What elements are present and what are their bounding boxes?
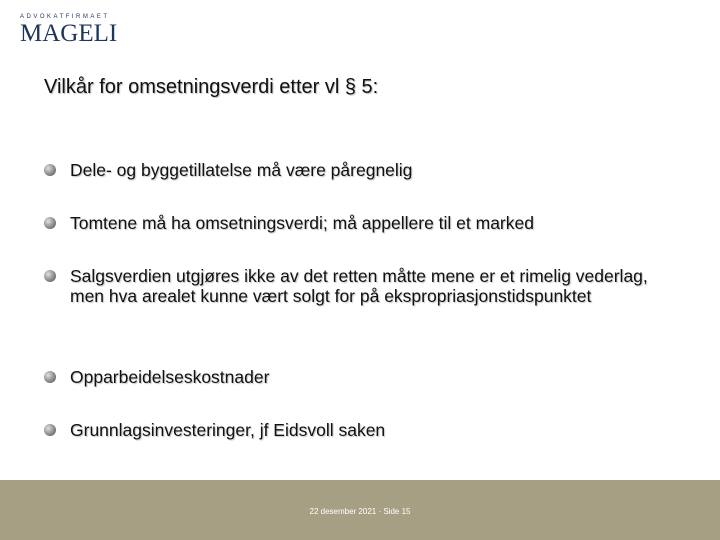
slide-title: Vilkår for omsetningsverdi etter vl § 5:: [44, 76, 379, 98]
footer-text: 22 desember 2021 · Side 15: [309, 507, 411, 516]
bullet-text: Dele- og byggetillatelse må være påregnelig: [70, 160, 413, 180]
bullet-text: Salgsverdien utgjøres ikke av det retten måtte mene er et rimelig vederlag, men hva arealet kunne vært solgt for på ekspropriasjonstidspunktet: [70, 266, 648, 306]
footer-bar: [0, 480, 720, 540]
bullet-item: [44, 213, 684, 233]
bullet-item: [44, 420, 684, 440]
logo-name: MAGELI: [20, 20, 118, 47]
bullet-icon: [44, 371, 56, 383]
bullet-item: [44, 160, 684, 180]
bullet-text: Opparbeidelseskostnader: [70, 367, 270, 387]
bullet-text: Grunnlagsinvesteringer, jf Eidsvoll saken: [70, 420, 386, 440]
bullet-item: [44, 266, 684, 306]
company-logo: [20, 14, 130, 47]
logo-subtitle: ADVOKATFIRMAET: [20, 14, 110, 20]
bullet-icon: [44, 424, 56, 436]
bullet-icon: [44, 270, 56, 282]
bullet-item: [44, 367, 684, 387]
bullet-text: Tomtene må ha omsetningsverdi; må appellere til et marked: [70, 213, 534, 233]
bullet-icon: [44, 217, 56, 229]
bullet-icon: [44, 164, 56, 176]
